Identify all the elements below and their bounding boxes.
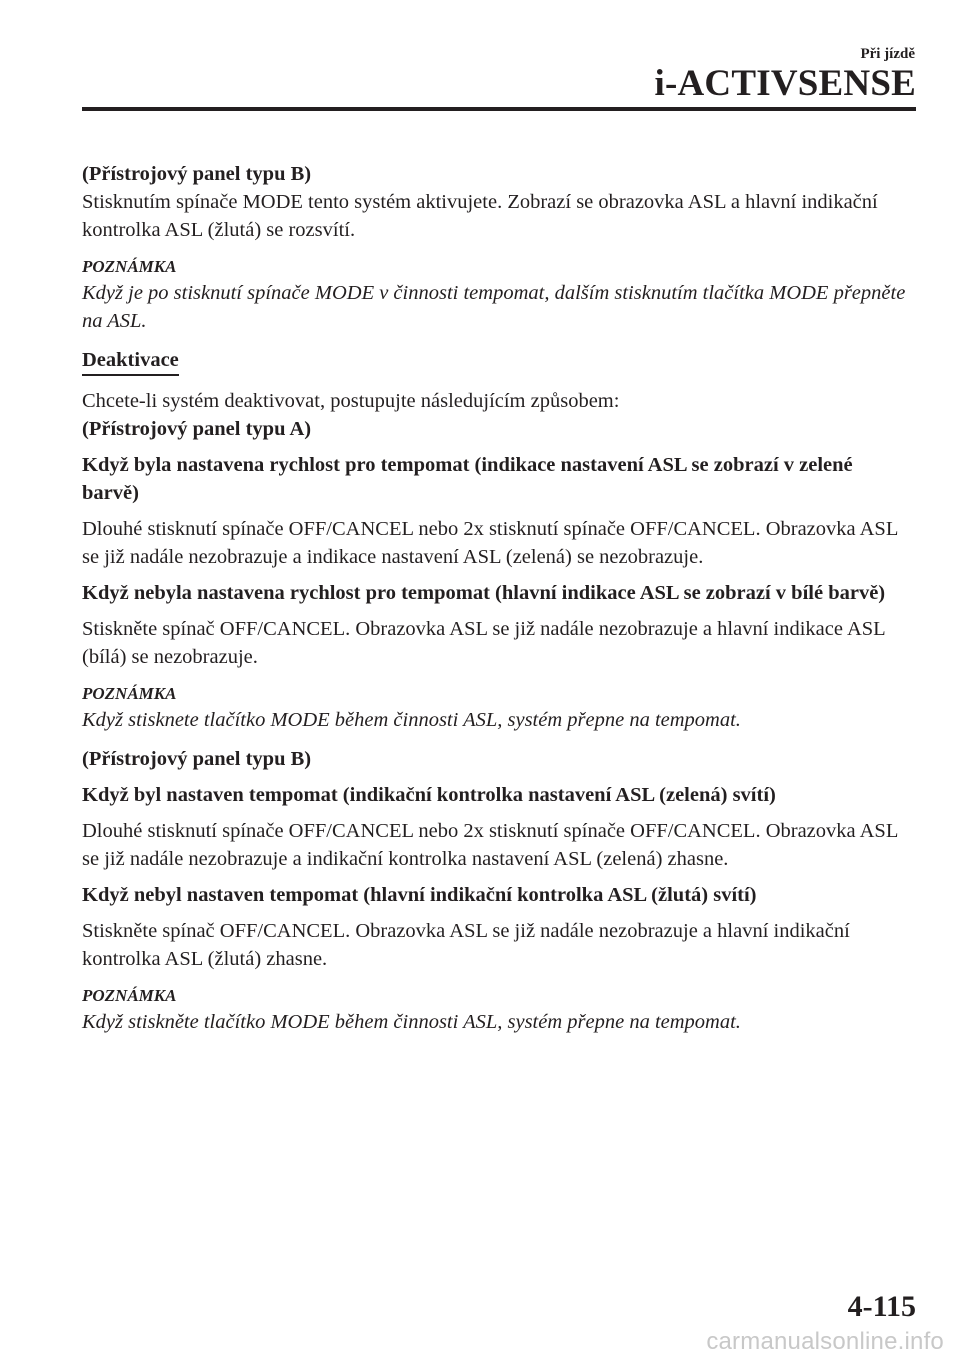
panel-b-heading: (Přístrojový panel typu B)	[82, 163, 312, 185]
deactivation-intro: Chcete-li systém deaktivovat, postupujte následujícím způsobem:	[82, 390, 620, 412]
note-label: POZNÁMKA	[82, 257, 177, 276]
case-paragraph: Stiskněte spínač OFF/CANCEL. Obrazovka ASL se již nadále nezobrazuje a hlavní indikace ASL (bílá) se nezobrazuje.	[82, 618, 885, 668]
note-label: POZNÁMKA	[82, 684, 177, 703]
case-heading: Když byl nastaven tempomat (indikační kontrolka nastavení ASL (zelená) svítí)	[82, 784, 776, 806]
note-text: Když stiskněte tlačítko MODE během činnosti ASL, systém přepne na tempomat.	[82, 1011, 741, 1033]
panel-b-heading: (Přístrojový panel typu B)	[82, 748, 312, 770]
case-heading: Když byla nastavena rychlost pro tempomat (indikace nastavení ASL se zobrazí v zelené barvě)	[82, 454, 853, 504]
section-label: Při jízdě	[860, 46, 915, 62]
case-heading: Když nebyl nastaven tempomat (hlavní indikační kontrolka ASL (žlutá) svítí)	[82, 884, 757, 906]
page-number: 4-115	[847, 1290, 916, 1323]
page-title: i-ACTIVSENSE	[654, 63, 916, 104]
document-body	[82, 160, 912, 1036]
panel-b-paragraph: Stisknutím spínače MODE tento systém aktivujete. Zobrazí se obrazovka ASL a hlavní indikační kontrolka ASL (žlutá) se rozsvítí.	[82, 191, 878, 241]
case-paragraph: Dlouhé stisknutí spínače OFF/CANCEL nebo 2x stisknutí spínače OFF/CANCEL. Obrazovka ASL se již nadále nezobrazuje a indikace nastavení ASL (zelená) se nezobrazuje.	[82, 518, 898, 568]
case-heading: Když nebyla nastavena rychlost pro tempomat (hlavní indikace ASL se zobrazí v bílé barvě)	[82, 582, 886, 604]
case-paragraph: Dlouhé stisknutí spínače OFF/CANCEL nebo 2x stisknutí spínače OFF/CANCEL. Obrazovka ASL se již nadále nezobrazuje a indikační kontrolka nastavení ASL (zelená) zhasne.	[82, 820, 898, 870]
note-text: Když je po stisknutí spínače MODE v činnosti tempomat, dalším stisknutím tlačítka MODE přepněte na ASL.	[82, 282, 906, 332]
panel-a-heading: (Přístrojový panel typu A)	[82, 418, 312, 440]
deactivation-heading: Deaktivace	[82, 347, 179, 376]
deactivation-heading-row	[82, 346, 912, 376]
note-label: POZNÁMKA	[82, 986, 177, 1005]
note-text: Když stisknete tlačítko MODE během činnosti ASL, systém přepne na tempomat.	[82, 709, 741, 731]
watermark: carmanualsonline.info	[706, 1328, 944, 1355]
case-paragraph: Stiskněte spínač OFF/CANCEL. Obrazovka ASL se již nadále nezobrazuje a hlavní indikační kontrolka ASL (žlutá) zhasne.	[82, 920, 850, 970]
header-divider	[82, 107, 916, 111]
